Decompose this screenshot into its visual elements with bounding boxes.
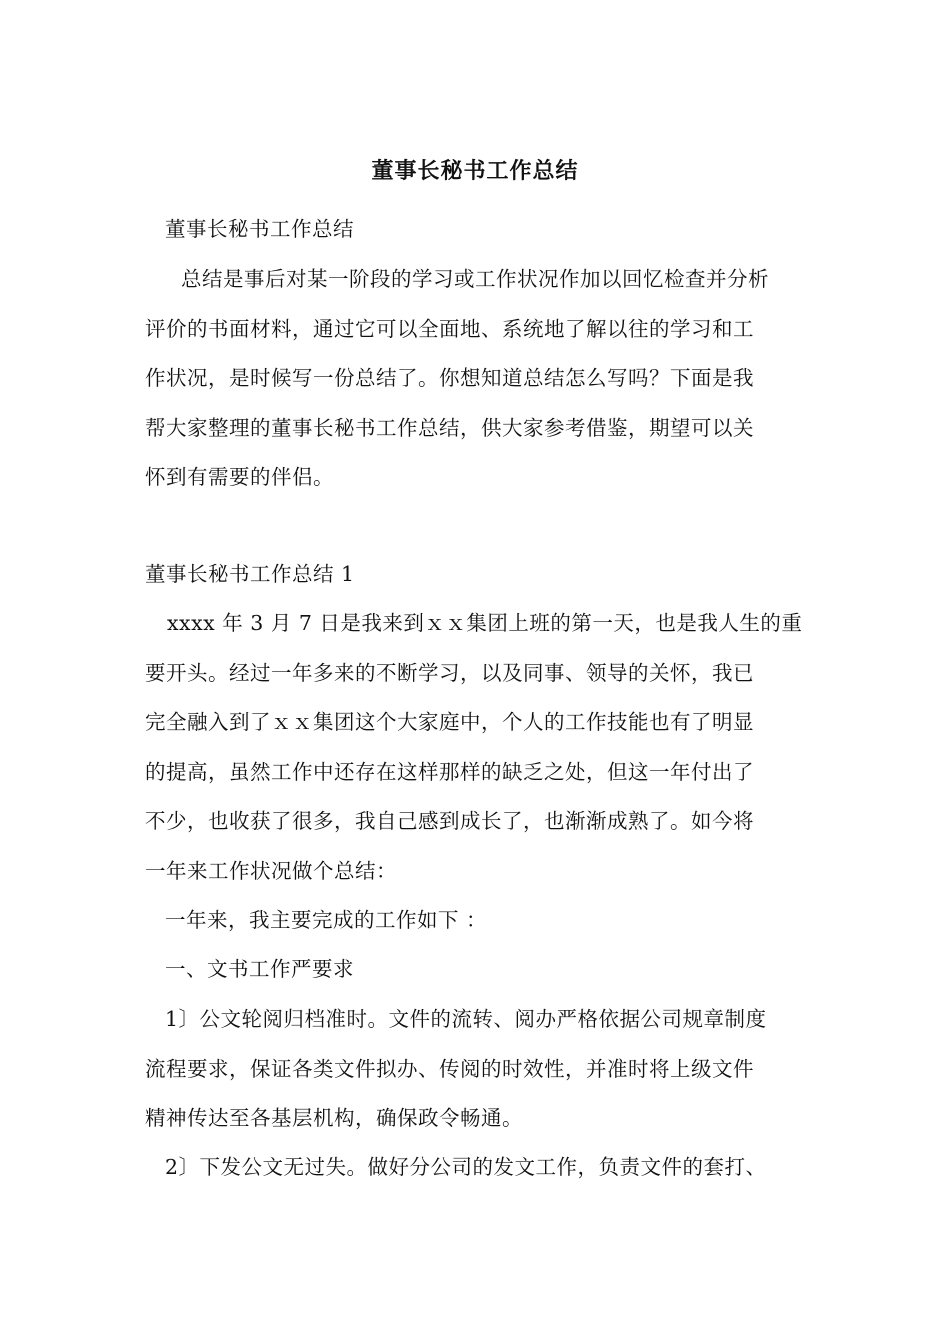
intro-line: 帮大家整理的董事长秘书工作总结，供大家参考借鉴，期望可以关 [145, 415, 754, 440]
section1-line: xxxx 年 3 月 7 日是我来到ｘｘ集团上班的第一天，也是我人生的重 [167, 611, 803, 635]
item1-1-paragraph [145, 995, 810, 1144]
section1-line: 完全融入到了ｘｘ集团这个大家庭中，个人的工作技能也有了明显 [145, 710, 754, 734]
subtitle-block [145, 205, 810, 255]
item-line: 2〕下发公文无过失。做好分公司的发文工作，负责文件的套打、 [165, 1155, 767, 1179]
intro-line: 怀到有需要的伴侣。 [145, 465, 334, 489]
section1-line: 不少，也收获了很多，我自己感到成长了，也渐渐成熟了。如今将 [145, 809, 754, 833]
work-intro-block [145, 896, 810, 946]
item-line: 1〕公文轮阅归档准时。文件的流转、阅办严格依据公司规章制度 [165, 1007, 767, 1031]
item1-heading-block [145, 945, 810, 995]
section1-line: 一年来工作状况做个总结： [145, 858, 397, 883]
section1-line: 要开头。经过一年多来的不断学习，以及同事、领导的关怀，我已 [145, 660, 754, 685]
intro-line: 作状况，是时候写一份总结了。你想知道总结怎么写吗？下面是我 [145, 366, 754, 390]
section1-heading-block [145, 550, 810, 600]
section1-paragraph [145, 599, 810, 896]
item-line: 流程要求，保证各类文件拟办、传阅的时效性，并准时将上级文件 [145, 1056, 754, 1081]
work-intro: 一年来，我主要完成的工作如下 ： [165, 908, 488, 932]
item-heading: 一、文书工作严要求 [165, 957, 354, 981]
intro-paragraph [145, 255, 810, 503]
document-title: 董事长秘书工作总结 [371, 158, 579, 184]
intro-line: 总结是事后对某一阶段的学习或工作状况作加以回忆检查并分析 [181, 267, 769, 291]
item1-2-paragraph [145, 1143, 810, 1193]
section-heading: 董事长秘书工作总结 1 [145, 562, 355, 586]
intro-line: 评价的书面材料，通过它可以全面地、系统地了解以往的学习和工 [145, 316, 754, 341]
subtitle: 董事长秘书工作总结 [165, 217, 354, 241]
section1-line: 的提高，虽然工作中还存在这样那样的缺乏之处，但这一年付出了 [145, 759, 754, 784]
item-line: 精神传达至各基层机构，确保政令畅通。 [145, 1106, 523, 1130]
